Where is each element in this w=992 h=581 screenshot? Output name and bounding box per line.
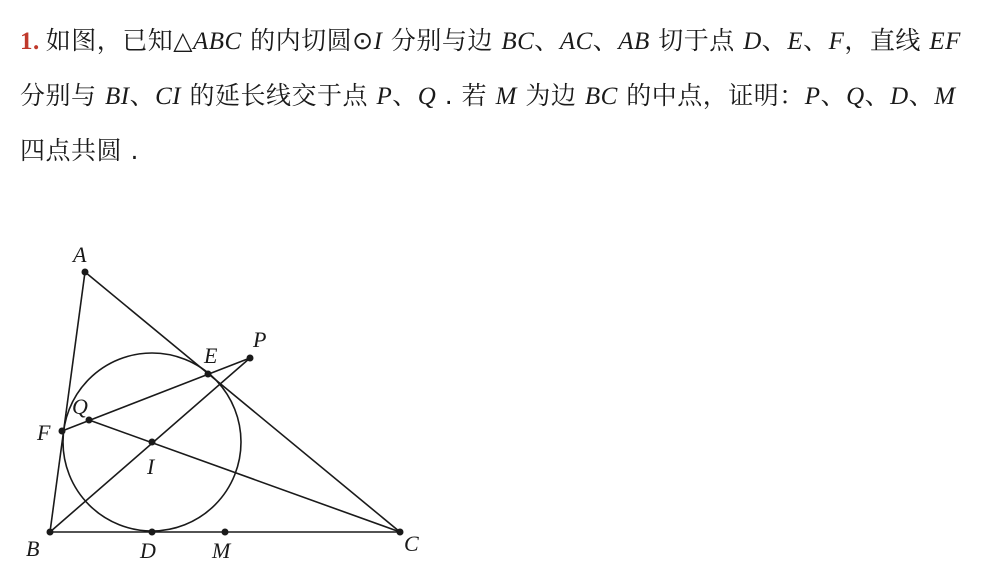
text-run: 四点共圆 . xyxy=(20,136,139,165)
text-run: 分别与 xyxy=(20,81,105,110)
text-run: 、 xyxy=(864,81,891,110)
text-run: 、 xyxy=(908,81,935,110)
text-run: 如图，已知△ xyxy=(45,26,193,55)
point-a xyxy=(82,269,89,276)
text-run: . 若 xyxy=(436,81,496,110)
math-symbol: BI xyxy=(104,83,130,110)
text-run: 、 xyxy=(592,26,619,55)
line-cq xyxy=(89,420,400,532)
text-run: 、 xyxy=(392,81,418,110)
side-ac xyxy=(85,272,400,532)
math-symbol: E xyxy=(787,28,804,55)
math-symbol: BC xyxy=(584,83,618,110)
line-bp xyxy=(50,358,250,532)
math-symbol: BC xyxy=(501,28,535,55)
label-i: I xyxy=(147,454,155,479)
math-symbol: I xyxy=(373,28,383,55)
text-run: 的延长线交于点 xyxy=(181,81,377,110)
math-symbol: CI xyxy=(155,83,182,110)
problem-number: 1. xyxy=(20,28,40,55)
text-run: 为边 xyxy=(516,81,585,110)
point-d xyxy=(149,529,156,536)
point-m xyxy=(222,529,229,536)
point-c xyxy=(397,529,404,536)
label-e: E xyxy=(204,343,218,368)
label-a: A xyxy=(73,242,87,267)
math-symbol: P xyxy=(376,83,393,110)
label-f: F xyxy=(37,420,51,445)
point-p xyxy=(247,355,254,362)
point-b xyxy=(47,529,54,536)
text-run: 、 xyxy=(534,26,560,55)
math-symbol: P xyxy=(804,83,821,110)
point-e xyxy=(205,371,212,378)
math-symbol: D xyxy=(890,83,909,110)
label-m: M xyxy=(212,538,231,563)
math-symbol: F xyxy=(828,28,845,55)
math-symbol: M xyxy=(495,83,517,110)
text-run: 、 xyxy=(129,81,156,110)
text-run: 分别与边 xyxy=(382,26,502,55)
label-b: B xyxy=(26,536,40,561)
text-run: 、 xyxy=(761,26,788,55)
math-symbol: AB xyxy=(618,28,650,55)
math-symbol: Q xyxy=(846,83,865,110)
math-symbol: D xyxy=(743,28,762,55)
point-i xyxy=(149,439,156,446)
text-run: 、 xyxy=(820,81,847,110)
math-symbol: M xyxy=(934,83,956,110)
point-f xyxy=(59,428,66,435)
label-c: C xyxy=(404,531,419,556)
label-p: P xyxy=(253,327,267,352)
math-symbol: AC xyxy=(559,28,593,55)
math-symbol: ABC xyxy=(192,28,242,55)
math-symbol: EF xyxy=(929,28,961,55)
label-q: Q xyxy=(72,394,88,419)
text-run: 的中点，证明： xyxy=(617,81,805,110)
text-run: 、 xyxy=(803,26,829,55)
math-symbol: Q xyxy=(417,83,437,110)
text-run: 切于点 xyxy=(649,26,744,55)
label-d: D xyxy=(140,538,156,563)
text-run: ，直线 xyxy=(844,26,930,55)
text-run: 的内切圆⊙ xyxy=(241,26,374,55)
